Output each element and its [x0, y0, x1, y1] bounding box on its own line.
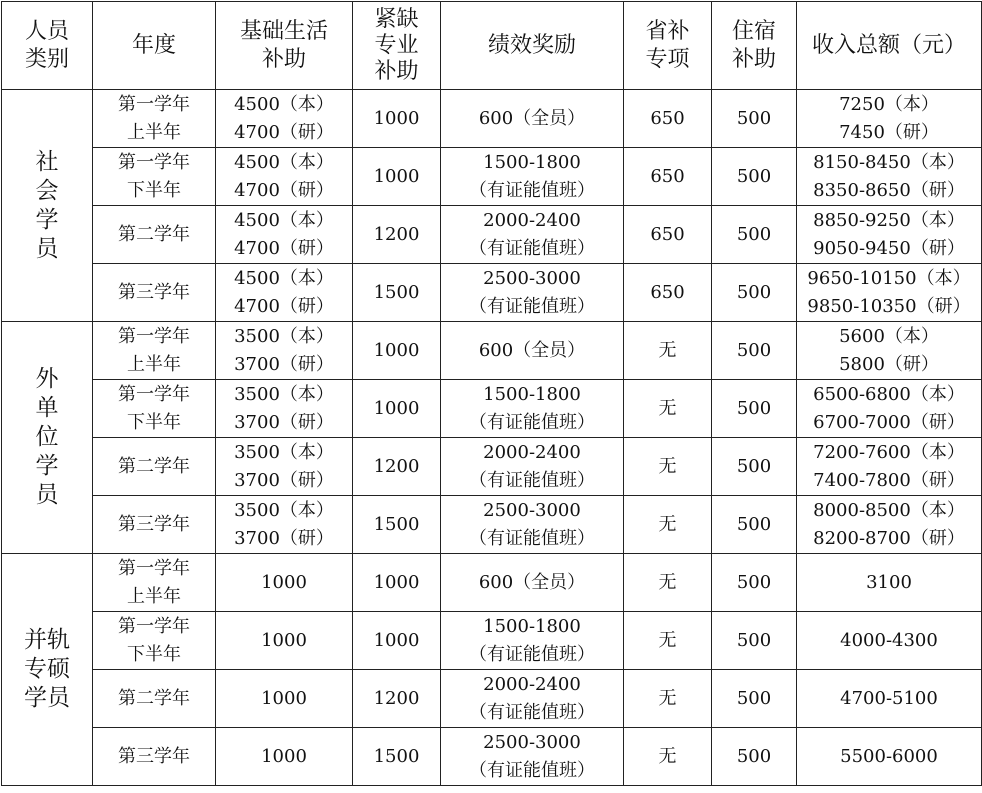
cell-text: 3700（研） — [234, 353, 334, 375]
base-subsidy-cell — [216, 612, 353, 670]
base-subsidy-cell — [216, 380, 353, 438]
cell-text: （有证能值班） — [469, 701, 595, 723]
performance-bonus-cell — [441, 612, 624, 670]
housing-subsidy-cell: 500 — [712, 322, 797, 380]
shortage-subsidy-cell: 1500 — [353, 264, 441, 322]
cell-text: 3500（本） — [234, 499, 334, 521]
header-text: 人员 — [24, 18, 69, 44]
year-cell — [93, 264, 216, 322]
header-text: 基础生活 — [239, 18, 328, 44]
table-row — [2, 90, 982, 148]
cell-text: 3100 — [866, 571, 912, 593]
base-subsidy-cell — [216, 728, 353, 786]
header-housing-subsidy — [712, 2, 797, 90]
cell-text: 1500-1800 — [483, 615, 581, 637]
shortage-subsidy-cell: 1000 — [353, 380, 441, 438]
performance-bonus-cell — [441, 206, 624, 264]
shortage-subsidy-cell: 1000 — [353, 612, 441, 670]
table-row — [2, 670, 982, 728]
category-cell — [2, 322, 93, 554]
header-text: 住宿 — [731, 18, 776, 44]
cell-text: 3500（本） — [234, 441, 334, 463]
cell-text: 第一学年 — [118, 151, 190, 173]
cell-text: 3500（本） — [234, 383, 334, 405]
header-text: 年度 — [131, 32, 176, 58]
category-text: 学 — [35, 206, 59, 233]
cell-text: 7400-7800（研） — [813, 469, 965, 491]
cell-text: 1000 — [261, 629, 307, 651]
cell-text: 3700（研） — [234, 411, 334, 433]
cell-text: 2000-2400 — [483, 441, 581, 463]
cell-text: （有证能值班） — [469, 759, 595, 781]
cell-text: 8150-8450（本） — [813, 151, 965, 173]
table-row — [2, 496, 982, 554]
shortage-subsidy-cell: 1000 — [353, 148, 441, 206]
housing-subsidy-cell: 500 — [712, 728, 797, 786]
cell-text: 3700（研） — [234, 527, 334, 549]
cell-text: （有证能值班） — [469, 295, 595, 317]
total-income-cell — [797, 554, 982, 612]
cell-text: （有证能值班） — [469, 179, 595, 201]
cell-text: 4500（本） — [234, 93, 334, 115]
year-cell — [93, 438, 216, 496]
performance-bonus-cell — [441, 438, 624, 496]
base-subsidy-cell — [216, 438, 353, 496]
provincial-special-cell: 无 — [624, 496, 712, 554]
table-row — [2, 728, 982, 786]
category-text: 外 — [35, 366, 59, 392]
cell-text: 1000 — [261, 687, 307, 709]
cell-text: 3500（本） — [234, 325, 334, 347]
category-text: 社 — [35, 148, 59, 175]
header-text: 收入总额（元） — [811, 32, 966, 58]
year-cell — [93, 670, 216, 728]
base-subsidy-cell — [216, 322, 353, 380]
total-income-cell — [797, 438, 982, 496]
cell-text: 6700-7000（研） — [813, 411, 965, 433]
cell-text: 4500（本） — [234, 209, 334, 231]
shortage-subsidy-cell: 1200 — [353, 206, 441, 264]
cell-text: 6500-6800（本） — [813, 383, 965, 405]
header-text: 专业 — [374, 32, 419, 58]
base-subsidy-cell — [216, 90, 353, 148]
housing-subsidy-cell: 500 — [712, 148, 797, 206]
performance-bonus-cell — [441, 322, 624, 380]
header-text: 补助 — [731, 46, 776, 72]
cell-text: 第三学年 — [118, 745, 190, 767]
total-income-cell — [797, 670, 982, 728]
year-cell — [93, 496, 216, 554]
header-text: 绩效奖励 — [487, 32, 576, 58]
header-base-subsidy — [216, 2, 353, 90]
shortage-subsidy-cell: 1200 — [353, 438, 441, 496]
total-income-cell — [797, 206, 982, 264]
cell-text: 7250（本） — [839, 93, 939, 115]
provincial-special-cell: 无 — [624, 554, 712, 612]
header-text: 紧缺 — [374, 6, 419, 32]
cell-text: 2000-2400 — [483, 209, 581, 231]
header-total-income — [797, 2, 982, 90]
header-category — [2, 2, 93, 90]
cell-text: 第二学年 — [118, 687, 190, 709]
cell-text: 9650-10150（本） — [807, 267, 971, 289]
cell-text: 下半年 — [127, 643, 181, 665]
cell-text: 第一学年 — [118, 93, 190, 115]
category-cell — [2, 554, 93, 786]
base-subsidy-cell — [216, 148, 353, 206]
header-performance-bonus — [441, 2, 624, 90]
total-income-cell — [797, 90, 982, 148]
cell-text: 第一学年 — [118, 615, 190, 637]
header-text: 补助 — [261, 46, 306, 72]
category-text: 单 — [35, 395, 59, 421]
cell-text: 2500-3000 — [483, 267, 581, 289]
cell-text: 1500-1800 — [483, 151, 581, 173]
cell-text: 4500（本） — [234, 267, 334, 289]
cell-text: 600（全员） — [478, 107, 586, 129]
cell-text: 4700-5100 — [840, 687, 938, 709]
year-cell — [93, 206, 216, 264]
total-income-cell — [797, 496, 982, 554]
cell-text: 9050-9450（研） — [813, 237, 965, 259]
cell-text: （有证能值班） — [469, 469, 595, 491]
cell-text: 5800（研） — [839, 353, 939, 375]
cell-text: 4700（研） — [234, 237, 334, 259]
cell-text: 2500-3000 — [483, 499, 581, 521]
cell-text: 上半年 — [127, 585, 181, 607]
total-income-cell — [797, 264, 982, 322]
cell-text: 上半年 — [127, 353, 181, 375]
category-text: 会 — [35, 177, 59, 204]
cell-text: 4700（研） — [234, 179, 334, 201]
header-row — [2, 2, 982, 90]
cell-text: 2000-2400 — [483, 673, 581, 695]
provincial-special-cell: 650 — [624, 90, 712, 148]
header-provincial-special — [624, 2, 712, 90]
cell-text: 第二学年 — [118, 223, 190, 245]
cell-text: 第一学年 — [118, 383, 190, 405]
header-year — [93, 2, 216, 90]
year-cell — [93, 728, 216, 786]
shortage-subsidy-cell: 1000 — [353, 322, 441, 380]
shortage-subsidy-cell: 1500 — [353, 728, 441, 786]
table-body — [2, 90, 982, 786]
cell-text: 上半年 — [127, 121, 181, 143]
table-row — [2, 554, 982, 612]
category-text: 员 — [35, 235, 59, 262]
housing-subsidy-cell: 500 — [712, 554, 797, 612]
provincial-special-cell: 无 — [624, 438, 712, 496]
header-text: 省补 — [645, 18, 690, 44]
total-income-cell — [797, 728, 982, 786]
year-cell — [93, 554, 216, 612]
cell-text: 9850-10350（研） — [807, 295, 971, 317]
header-text: 补助 — [374, 58, 419, 84]
cell-text: 1000 — [261, 571, 307, 593]
housing-subsidy-cell: 500 — [712, 90, 797, 148]
cell-text: （有证能值班） — [469, 527, 595, 549]
cell-text: 第一学年 — [118, 557, 190, 579]
cell-text: 2500-3000 — [483, 731, 581, 753]
table-row — [2, 264, 982, 322]
header-text: 专项 — [645, 46, 690, 72]
table-row — [2, 322, 982, 380]
category-text: 员 — [35, 482, 59, 508]
year-cell — [93, 322, 216, 380]
cell-text: 第二学年 — [118, 455, 190, 477]
cell-text: 4000-4300 — [840, 629, 938, 651]
cell-text: 5600（本） — [839, 325, 939, 347]
cell-text: 7450（研） — [839, 121, 939, 143]
provincial-special-cell: 650 — [624, 264, 712, 322]
category-cell — [2, 90, 93, 322]
performance-bonus-cell — [441, 148, 624, 206]
provincial-special-cell: 650 — [624, 206, 712, 264]
table-row — [2, 206, 982, 264]
provincial-special-cell: 无 — [624, 380, 712, 438]
cell-text: 第一学年 — [118, 325, 190, 347]
performance-bonus-cell — [441, 496, 624, 554]
shortage-subsidy-cell: 1000 — [353, 554, 441, 612]
housing-subsidy-cell: 500 — [712, 438, 797, 496]
category-text: 学 — [35, 453, 59, 479]
cell-text: 1500-1800 — [483, 383, 581, 405]
shortage-subsidy-cell: 1000 — [353, 90, 441, 148]
category-text: 专硕 — [24, 656, 70, 682]
performance-bonus-cell — [441, 90, 624, 148]
year-cell — [93, 148, 216, 206]
base-subsidy-cell — [216, 206, 353, 264]
cell-text: 下半年 — [127, 411, 181, 433]
cell-text: 7200-7600（本） — [813, 441, 965, 463]
cell-text: （有证能值班） — [469, 411, 595, 433]
provincial-special-cell: 650 — [624, 148, 712, 206]
cell-text: 下半年 — [127, 179, 181, 201]
year-cell — [93, 90, 216, 148]
performance-bonus-cell — [441, 380, 624, 438]
housing-subsidy-cell: 500 — [712, 670, 797, 728]
housing-subsidy-cell: 500 — [712, 206, 797, 264]
cell-text: 第三学年 — [118, 513, 190, 535]
cell-text: 600（全员） — [478, 339, 586, 361]
provincial-special-cell: 无 — [624, 728, 712, 786]
cell-text: 第三学年 — [118, 281, 190, 303]
cell-text: 8200-8700（研） — [813, 527, 965, 549]
year-cell — [93, 380, 216, 438]
table-row — [2, 612, 982, 670]
cell-text: （有证能值班） — [469, 237, 595, 259]
cell-text: 5500-6000 — [840, 745, 938, 767]
total-income-cell — [797, 612, 982, 670]
cell-text: 4700（研） — [234, 121, 334, 143]
category-text: 位 — [35, 424, 59, 450]
housing-subsidy-cell: 500 — [712, 264, 797, 322]
performance-bonus-cell — [441, 264, 624, 322]
cell-text: 4700（研） — [234, 295, 334, 317]
base-subsidy-cell — [216, 670, 353, 728]
shortage-subsidy-cell: 1200 — [353, 670, 441, 728]
year-cell — [93, 612, 216, 670]
housing-subsidy-cell: 500 — [712, 496, 797, 554]
shortage-subsidy-cell: 1500 — [353, 496, 441, 554]
base-subsidy-cell — [216, 496, 353, 554]
cell-text: 8350-8650（研） — [813, 179, 965, 201]
total-income-cell — [797, 322, 982, 380]
base-subsidy-cell — [216, 554, 353, 612]
table-row — [2, 148, 982, 206]
cell-text: 4500（本） — [234, 151, 334, 173]
housing-subsidy-cell: 500 — [712, 612, 797, 670]
table-row — [2, 380, 982, 438]
base-subsidy-cell — [216, 264, 353, 322]
header-text: 类别 — [24, 46, 69, 72]
cell-text: （有证能值班） — [469, 643, 595, 665]
cell-text: 3700（研） — [234, 469, 334, 491]
category-text: 并轨 — [24, 627, 70, 653]
housing-subsidy-cell: 500 — [712, 380, 797, 438]
cell-text: 1000 — [261, 745, 307, 767]
performance-bonus-cell — [441, 554, 624, 612]
table-row — [2, 438, 982, 496]
performance-bonus-cell — [441, 728, 624, 786]
performance-bonus-cell — [441, 670, 624, 728]
provincial-special-cell: 无 — [624, 612, 712, 670]
header-shortage-subsidy — [353, 2, 441, 90]
category-text: 学员 — [24, 685, 70, 711]
subsidy-table — [1, 1, 982, 786]
provincial-special-cell: 无 — [624, 670, 712, 728]
provincial-special-cell: 无 — [624, 322, 712, 380]
total-income-cell — [797, 148, 982, 206]
total-income-cell — [797, 380, 982, 438]
cell-text: 8850-9250（本） — [813, 209, 965, 231]
cell-text: 8000-8500（本） — [813, 499, 965, 521]
cell-text: 600（全员） — [478, 571, 586, 593]
